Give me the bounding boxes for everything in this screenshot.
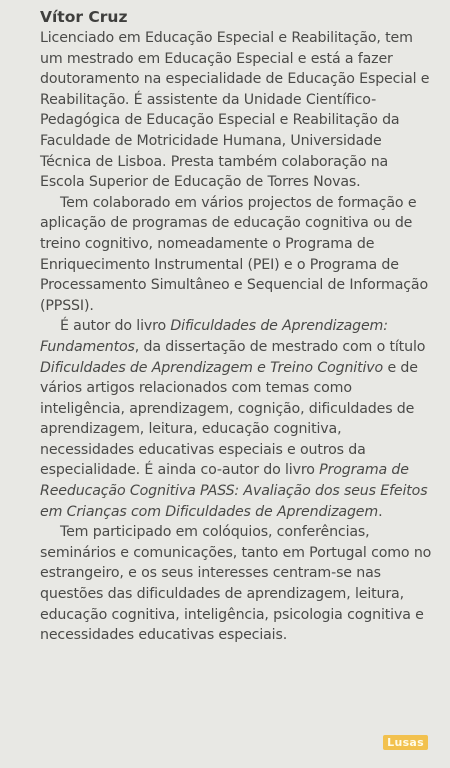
bio-paragraph-education [40,28,436,193]
bio-text: e de vários artigos relacionados com temas como inteligência, aprendizagem, cognição, dificuldades de aprendizagem, leitura, educação cognitiva, necessidades educativas especiais e outros da especialidade. É ainda co-autor do livro [40,359,418,479]
bio-text: Tem colaborado em vários projectos de formação e aplicação de programas de educação cognitiva ou de treino cognitivo, nomeadamente o Programa de Enriquecimento Instrumental (PEI) e o Programa de Processamento Simultâneo e Sequencial de Informação (PPSSI). [40,194,428,314]
dissertation-title: Dificuldades de Aprendizagem e Treino Cognitivo [40,359,384,376]
bio-text: É autor do livro [60,318,171,335]
bio-text: Licenciado em Educação Especial e Reabilitação, tem um mestrado em Educação Especial e está a fazer doutoramento na especialidade de Educação Especial e Reabilitação. É assistente da Unidade Científico-Pedagógica de Educação Especial e Reabilitação da Faculdade de Motricidade Humana, Universidade Técnica de Lisboa. Presta também colaboração na Escola Superior de Educação de Torres Novas. [40,30,430,191]
bio-paragraph-publications [40,316,436,522]
bio-paragraph-interests [40,522,436,646]
bio-paragraph-projects [40,193,436,317]
watermark-logo: Lusas [383,735,428,750]
author-name: Vítor Cruz [40,8,128,26]
bio-text: , da dissertação de mestrado com o título [134,338,426,355]
bio-text: . [378,503,383,520]
book-title: Dificuldades de Aprendizagem: Fundamentos [40,318,388,355]
bio-text: Tem participado em colóquios, conferências, seminários e comunicações, tanto em Portugal como no estrangeiro, e os seus interesses centram-se nas questões das dificuldades de aprendizagem, leitura, educação cognitiva, inteligência, psicologia cognitiva e necessidades educativas especiais. [40,524,432,644]
coauthored-book-title: Programa de Reeducação Cognitiva PASS: Avaliação dos seus Efeitos em Crianças com Dificuldades de Aprendizagem [40,462,428,520]
